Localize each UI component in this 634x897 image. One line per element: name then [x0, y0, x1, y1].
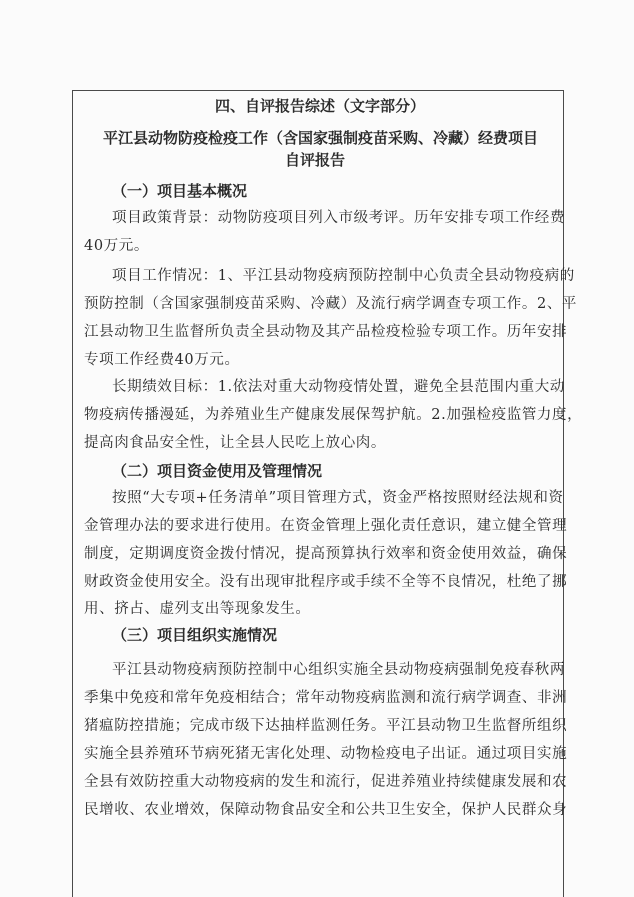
overview-line: 江县动物卫生监督所负责全县动物及其产品检疫检验专项工作。历年安排	[84, 324, 568, 340]
heading-project-overview: （一）项目基本概况	[112, 182, 248, 200]
section-title: 四、自评报告综述（文字部分）	[215, 97, 426, 115]
fund-line: 金管理办法的要求进行使用。在资金管理上强化责任意识，建立健全管理	[84, 518, 568, 534]
fund-line: 按照“大专项+任务清单”项目管理方式，资金严格按照财经法规和资	[112, 490, 564, 506]
overview-line: 长期绩效目标：1.依法对重大动物疫情处置，避免全县范围内重大动	[112, 379, 565, 395]
report-title-line2: 自评报告	[285, 151, 346, 169]
overview-line: 项目政策背景：动物防疫项目列入市级考评。历年安排专项工作经费	[112, 210, 565, 226]
overview-line: 提高肉食品安全性，让全县人民吃上放心肉。	[84, 435, 386, 451]
overview-line: 专项工作经费40万元。	[84, 352, 240, 368]
report-title-line1: 平江县动物防疫检疫工作（含国家强制疫苗采购、冷藏）经费项目	[103, 129, 539, 147]
implementation-line: 季集中免疫和常年免疫相结合；常年动物疫病监测和流行病学调查、非洲	[84, 690, 568, 706]
overview-line: 40万元。	[84, 238, 149, 254]
heading-fund-management: （二）项目资金使用及管理情况	[112, 462, 323, 480]
fund-line: 用、挤占、虚列支出等现象发生。	[84, 601, 311, 617]
implementation-line: 平江县动物疫病预防控制中心组织实施全县动物疫病强制免疫春秋两	[112, 662, 565, 678]
implementation-line: 实施全县养殖环节病死猪无害化处理、动物检疫电子出证。通过项目实施	[84, 746, 568, 762]
heading-implementation: （三）项目组织实施情况	[112, 626, 278, 644]
overview-line: 项目工作情况：1、平江县动物疫病预防控制中心负责全县动物疫病的	[112, 268, 575, 284]
implementation-line: 民增收、农业增效，保障动物食品安全和公共卫生安全，保护人民群众身	[84, 802, 568, 818]
fund-line: 制度，定期调度资金拨付情况，提高预算执行效率和资金使用效益，确保	[84, 546, 568, 562]
fund-line: 财政资金使用安全。没有出现审批程序或手续不全等不良情况，杜绝了挪	[84, 574, 568, 590]
implementation-line: 猪瘟防控措施；完成市级下达抽样监测任务。平江县动物卫生监督所组织	[84, 718, 568, 734]
overview-line: 预防控制（含国家强制疫苗采购、冷藏）及流行病学调查专项工作。2、平	[84, 296, 578, 312]
overview-line: 物疫病传播漫延，为养殖业生产健康发展保驾护航。2.加强检疫监管力度，	[84, 407, 583, 423]
implementation-line: 全县有效防控重大动物疫病的发生和流行，促进养殖业持续健康发展和农	[84, 774, 568, 790]
